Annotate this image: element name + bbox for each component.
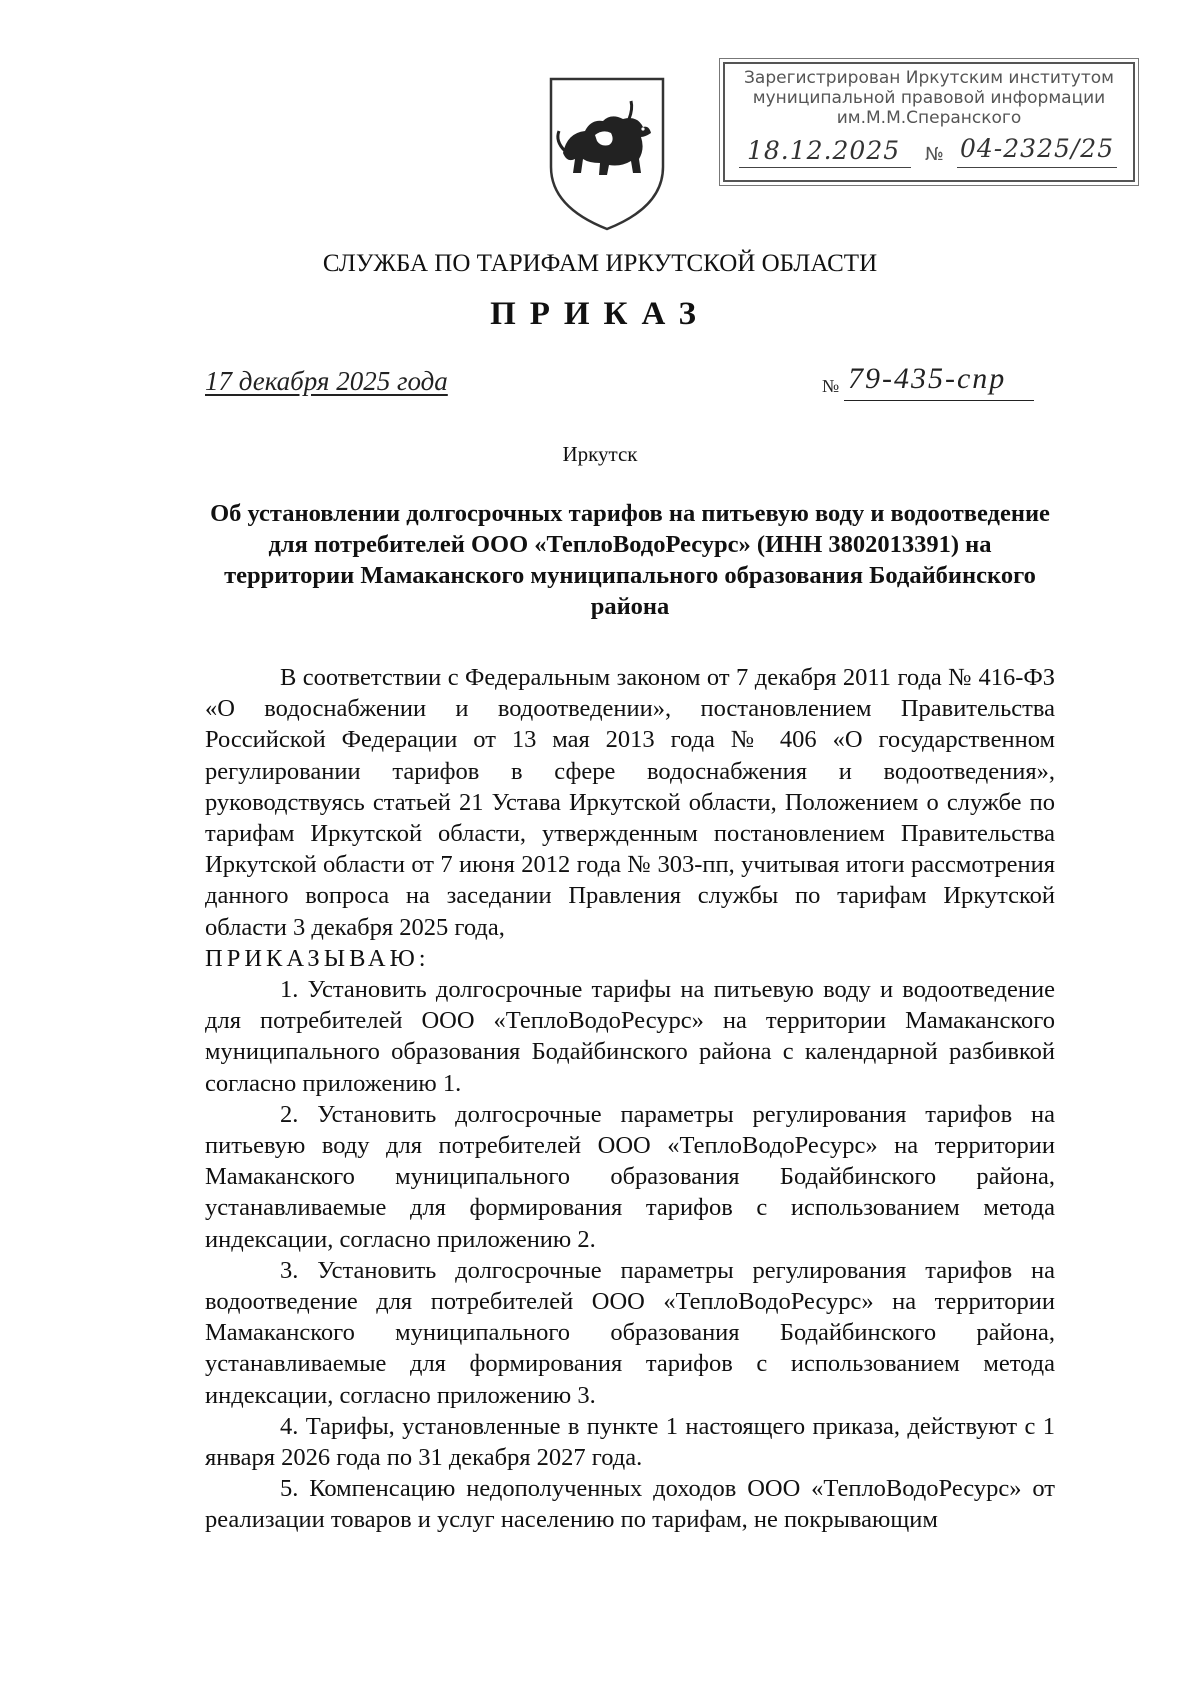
stamp-date: 18.12.2025 (747, 136, 901, 165)
list-item: 2. Установить долгосрочные параметры регулирования тарифов на питьевую воду для потребителей ООО «ТеплоВодоРесурс» на территории Мамаканского муниципального образования Бодайбинского района, устанавливаемые для формирования тарифов с использованием метода индексации, согласно приложению 2. (205, 1100, 1055, 1253)
order-word: ПРИКАЗЫВАЮ: (205, 944, 430, 972)
coat-of-arms-emblem (545, 75, 669, 233)
stamp-number: 04-2325/25 (960, 134, 1115, 163)
list-item: 4. Тарифы, установленные в пункте 1 настоящего приказа, действуют с 1 января 2026 года по 31 декабря 2027 года. (205, 1412, 1055, 1472)
stamp-number-underline (957, 167, 1117, 168)
stamp-line-3: им.М.М.Сперанского (836, 108, 1022, 128)
document-body (205, 662, 1055, 1536)
stamp-date-underline (739, 167, 911, 168)
city-name: Иркутск (562, 442, 638, 466)
stamp-line-1: Зарегистрирован Иркутским институтом (744, 68, 1114, 88)
document-title: Об установлении долгосрочных тарифов на питьевую воду и водоотведение для потребителей ООО «ТеплоВодоРесурс» (ИНН 3802013391) на территории Мамаканского муниципального образования Бодайбинского района (210, 500, 1050, 620)
registration-stamp (723, 62, 1135, 182)
order-number-underline (844, 400, 1034, 401)
stamp-line-2: муниципальной правовой информации (752, 88, 1106, 108)
list-item: 3. Установить долгосрочные параметры регулирования тарифов на водоотведение для потребителей ООО «ТеплоВодоРесурс» на территории Мамаканского муниципального образования Бодайбинского района, устанавливаемые для формирования тарифов с использованием метода индексации, согласно приложению 3. (205, 1256, 1055, 1409)
stamp-number-label: № (925, 144, 944, 165)
order-number-label: № (822, 376, 840, 396)
order-number: 79-435-спр (848, 362, 1007, 395)
preamble-paragraph: В соответствии с Федеральным законом от 7 декабря 2011 года № 416-ФЗ «О водоснабжении и водоотведении», постановлением Правительства Российской Федерации от 13 мая 2013 года № 406 «О государственном регулировании тарифов в сфере водоснабжения и водоотведения», руководствуясь статьей 21 Устава Иркутской области, Положением о службе по тарифам Иркутской области, утвержденным постановлением Правительства Иркутской области от 7 июня 2012 года № 303-пп, учитывая итоги рассмотрения данного вопроса на заседании Правления службы по тарифам Иркутской области 3 декабря 2025 года, (205, 664, 1055, 941)
order-date: 17 декабря 2025 года (205, 366, 448, 396)
document-type-heading: ПРИКАЗ (490, 296, 710, 332)
list-item: 1. Установить долгосрочные тарифы на питьевую воду и водоотведение для потребителей ООО «ТеплоВодоРесурс» на территории Мамаканского муниципального образования Бодайбинского района с календарной разбивкой согласно приложению 1. (205, 976, 1055, 1097)
organization-name: СЛУЖБА ПО ТАРИФАМ ИРКУТСКОЙ ОБЛАСТИ (322, 250, 878, 277)
list-item: 5. Компенсацию недополученных доходов ООО «ТеплоВодоРесурс» от реализации товаров и услуг населению по тарифам, не покрывающим (205, 1475, 1055, 1534)
